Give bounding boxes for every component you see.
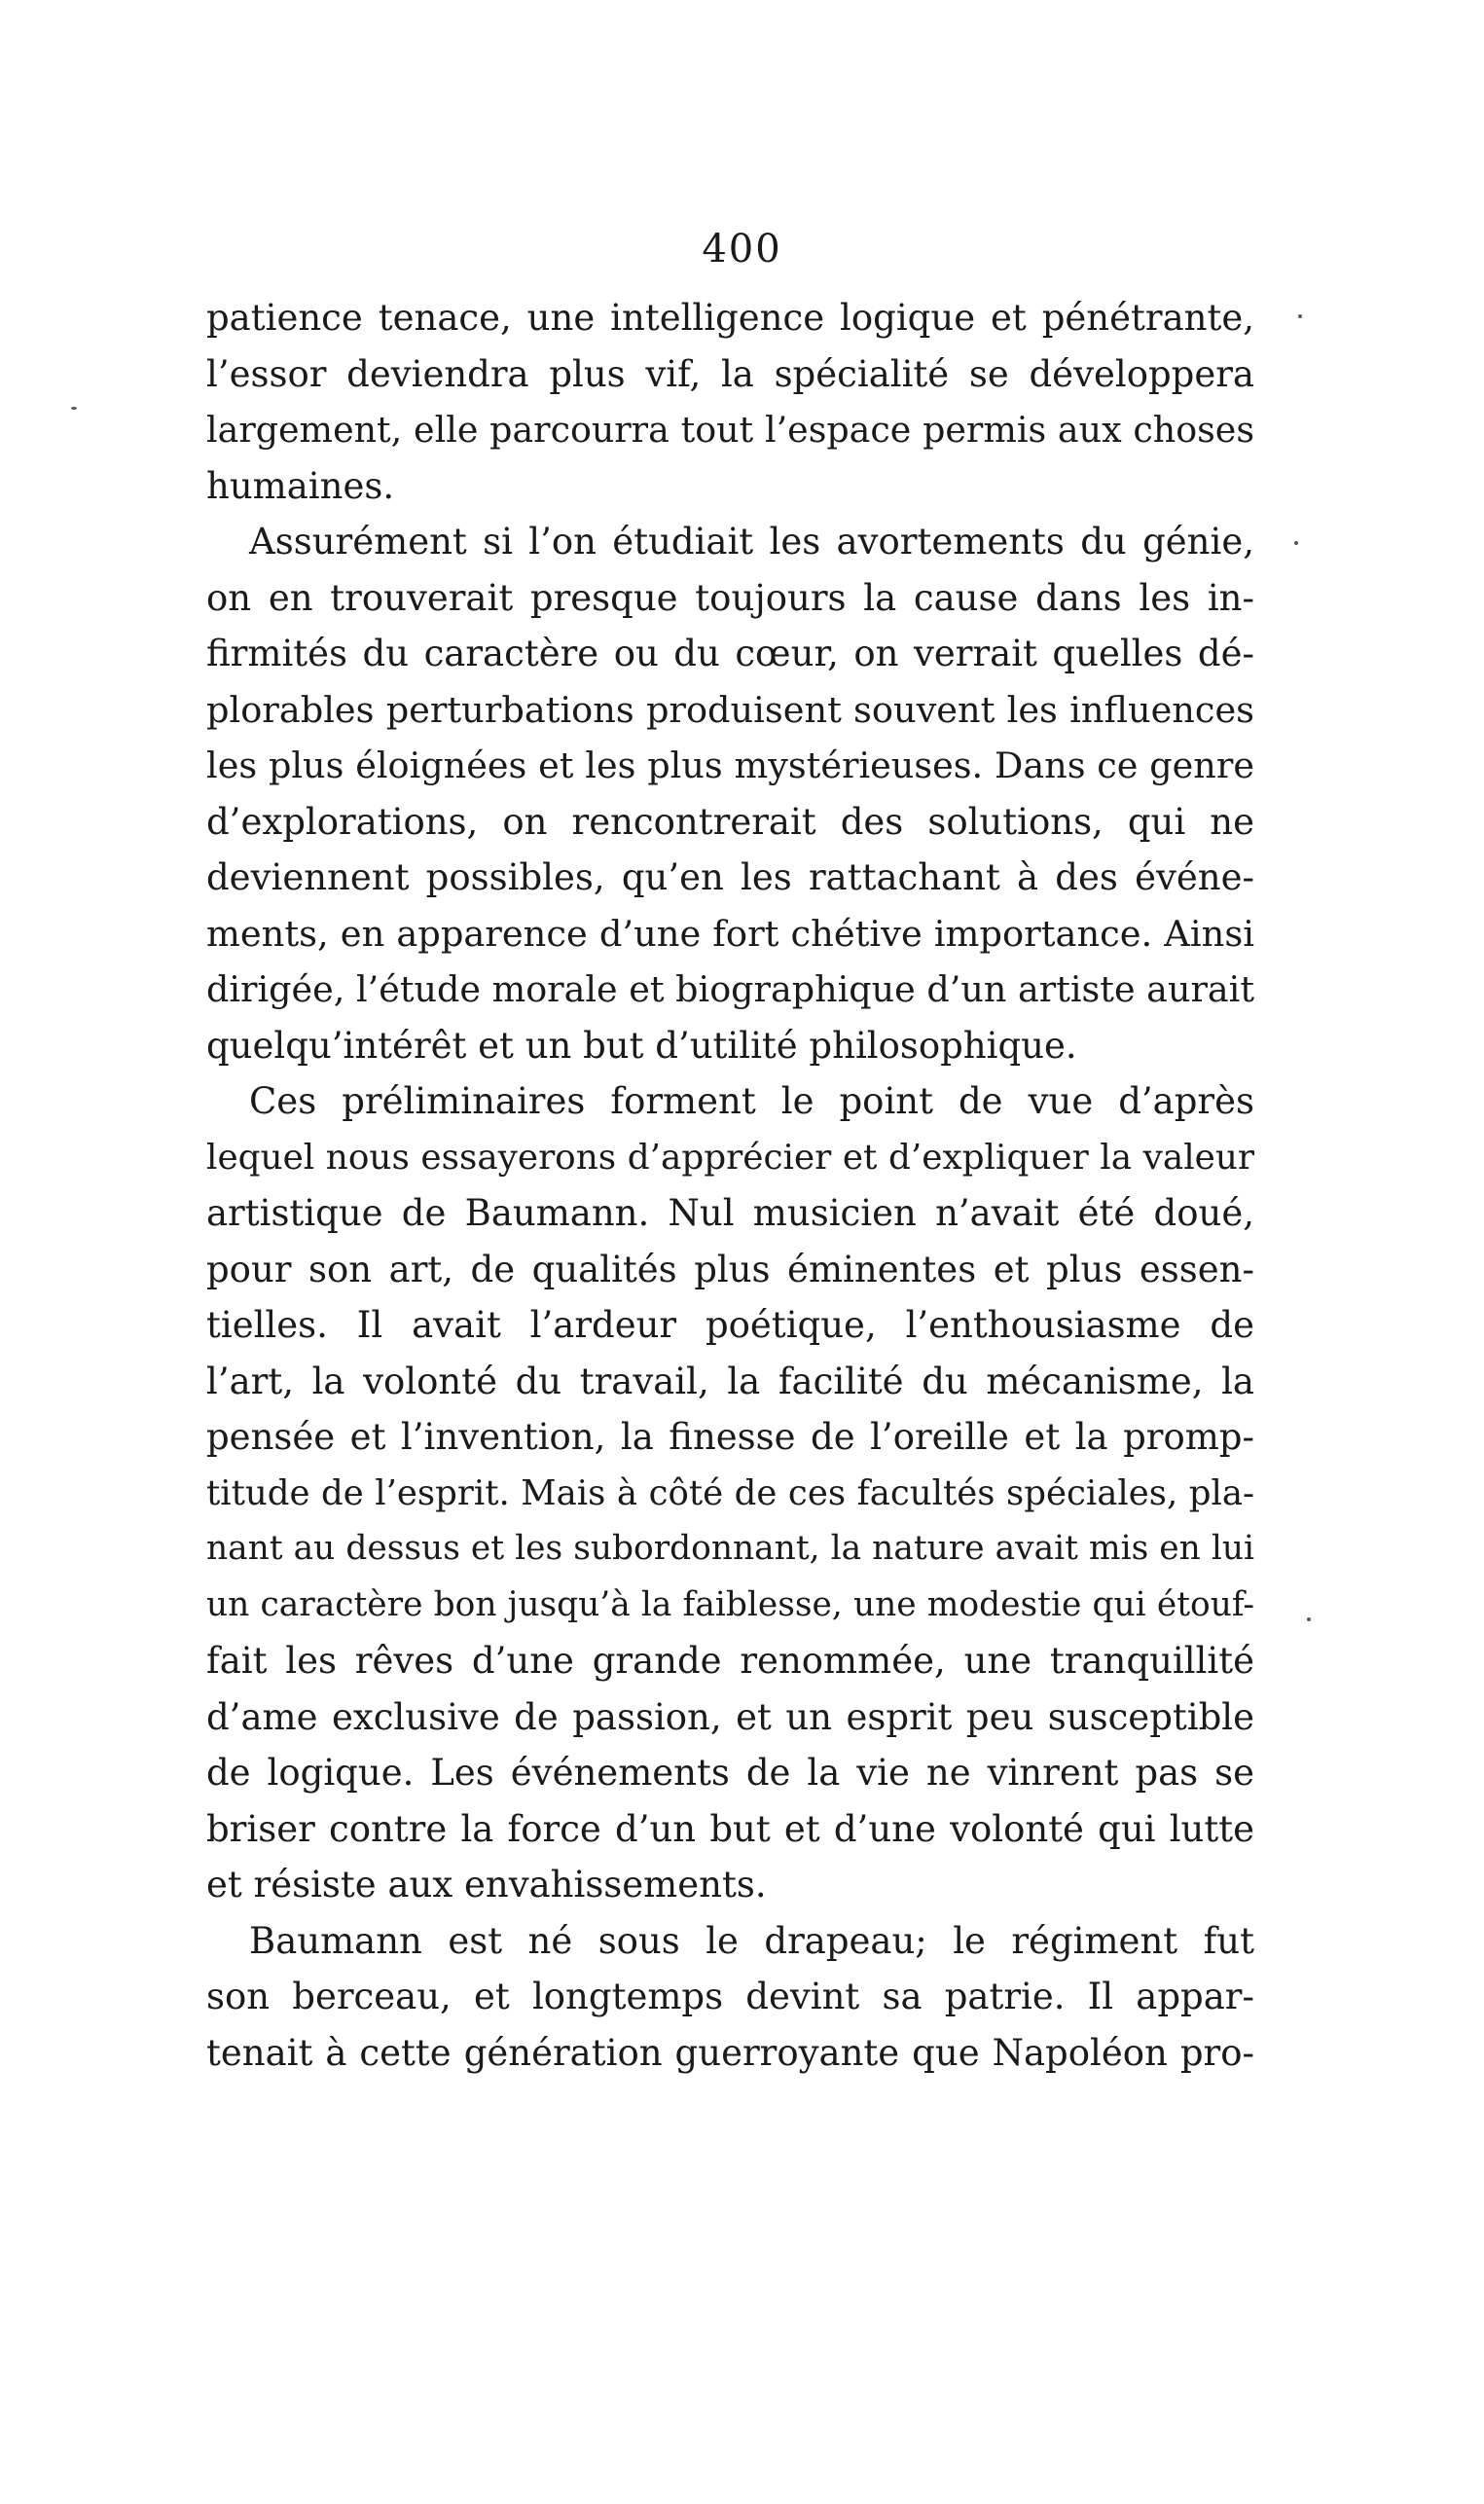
text-line: l’essor deviendra plus vif, la spécialité se développera (206, 352, 1254, 395)
text-line: les plus éloignées et les plus mystérieuses. Dans ce genre (206, 744, 1254, 786)
text-line: briser contre la force d’un but et d’une volonté qui lutte (206, 1807, 1254, 1850)
text-line: ments, en apparence d’une fort chétive importance. Ainsi (206, 912, 1254, 955)
scan-speck (1294, 541, 1298, 545)
paragraph (206, 514, 1254, 1073)
text-line: firmités du caractère ou du cœur, on verrait quelles dé- (206, 633, 1254, 674)
text-line: lequel nous essayerons d’apprécier et d’expliquer la valeur (206, 1137, 1254, 1178)
text-line: fait les rêves d’une grande renommée, une tranquillité (206, 1640, 1254, 1682)
text-line: pensée et l’invention, la finesse de l’oreille et la promp- (206, 1416, 1254, 1458)
text-line: plorables perturbations produisent souvent les influences (206, 688, 1254, 731)
text-line: titude de l’esprit. Mais à côté de ces facultés spéciales, pla- (206, 1472, 1254, 1513)
body-text (206, 290, 1254, 2081)
text-line: on en trouverait presque toujours la cause dans les in- (206, 576, 1254, 619)
text-line: dirigée, l’étude morale et biographique d’un artiste aurait (206, 968, 1254, 1010)
scan-speck (1298, 314, 1302, 318)
text-line: d’explorations, on rencontrerait des solutions, qui ne (206, 800, 1254, 843)
page-number: 400 (702, 227, 782, 272)
text-line: quelqu’intérêt et un but d’utilité philosophique. (206, 1024, 1077, 1067)
text-line: nant au dessus et les subordonnant, la nature avait mis en lui (206, 1529, 1254, 1568)
text-line: tenait à cette génération guerroyante que Napoléon pro- (206, 2031, 1254, 2074)
text-line: humaines. (206, 464, 395, 507)
text-line: patience tenace, une intelligence logique et pénétrante, (206, 297, 1254, 339)
text-line: largement, elle parcourra tout l’espace permis aux choses (206, 409, 1254, 451)
text-line: un caractère bon jusqu’à la faiblesse, une modestie qui étouf- (206, 1584, 1254, 1624)
text-line: d’ame exclusive de passion, et un esprit peu susceptible (206, 1695, 1254, 1738)
text-line: Assurément si l’on étudiait les avortements du génie, (249, 521, 1254, 562)
paragraph (206, 1913, 1254, 2082)
scan-speck (71, 407, 77, 410)
scan-speck (1307, 1617, 1311, 1621)
text-line: deviennent possibles, qu’en les rattachant à des événe- (206, 856, 1254, 898)
text-line: Baumann est né sous le drapeau; le régiment fut (249, 1919, 1254, 1962)
text-line: l’art, la volonté du travail, la facilité du mécanisme, la (206, 1360, 1254, 1402)
text-line: artistique de Baumann. Nul musicien n’avait été doué, (206, 1192, 1254, 1234)
text-line: Ces préliminaires forment le point de vue d’après (249, 1080, 1254, 1122)
text-line: pour son art, de qualités plus éminentes et plus essen- (206, 1248, 1254, 1290)
text-line: de logique. Les événements de la vie ne vinrent pas se (206, 1752, 1254, 1794)
paragraph (206, 1073, 1254, 1913)
text-line: son berceau, et longtemps devint sa patrie. Il appar- (206, 1976, 1254, 2017)
paragraph (206, 290, 1254, 514)
text-line: et résiste aux envahissements. (206, 1864, 767, 1905)
text-line: tielles. Il avait l’ardeur poétique, l’enthousiasme de (206, 1304, 1254, 1346)
